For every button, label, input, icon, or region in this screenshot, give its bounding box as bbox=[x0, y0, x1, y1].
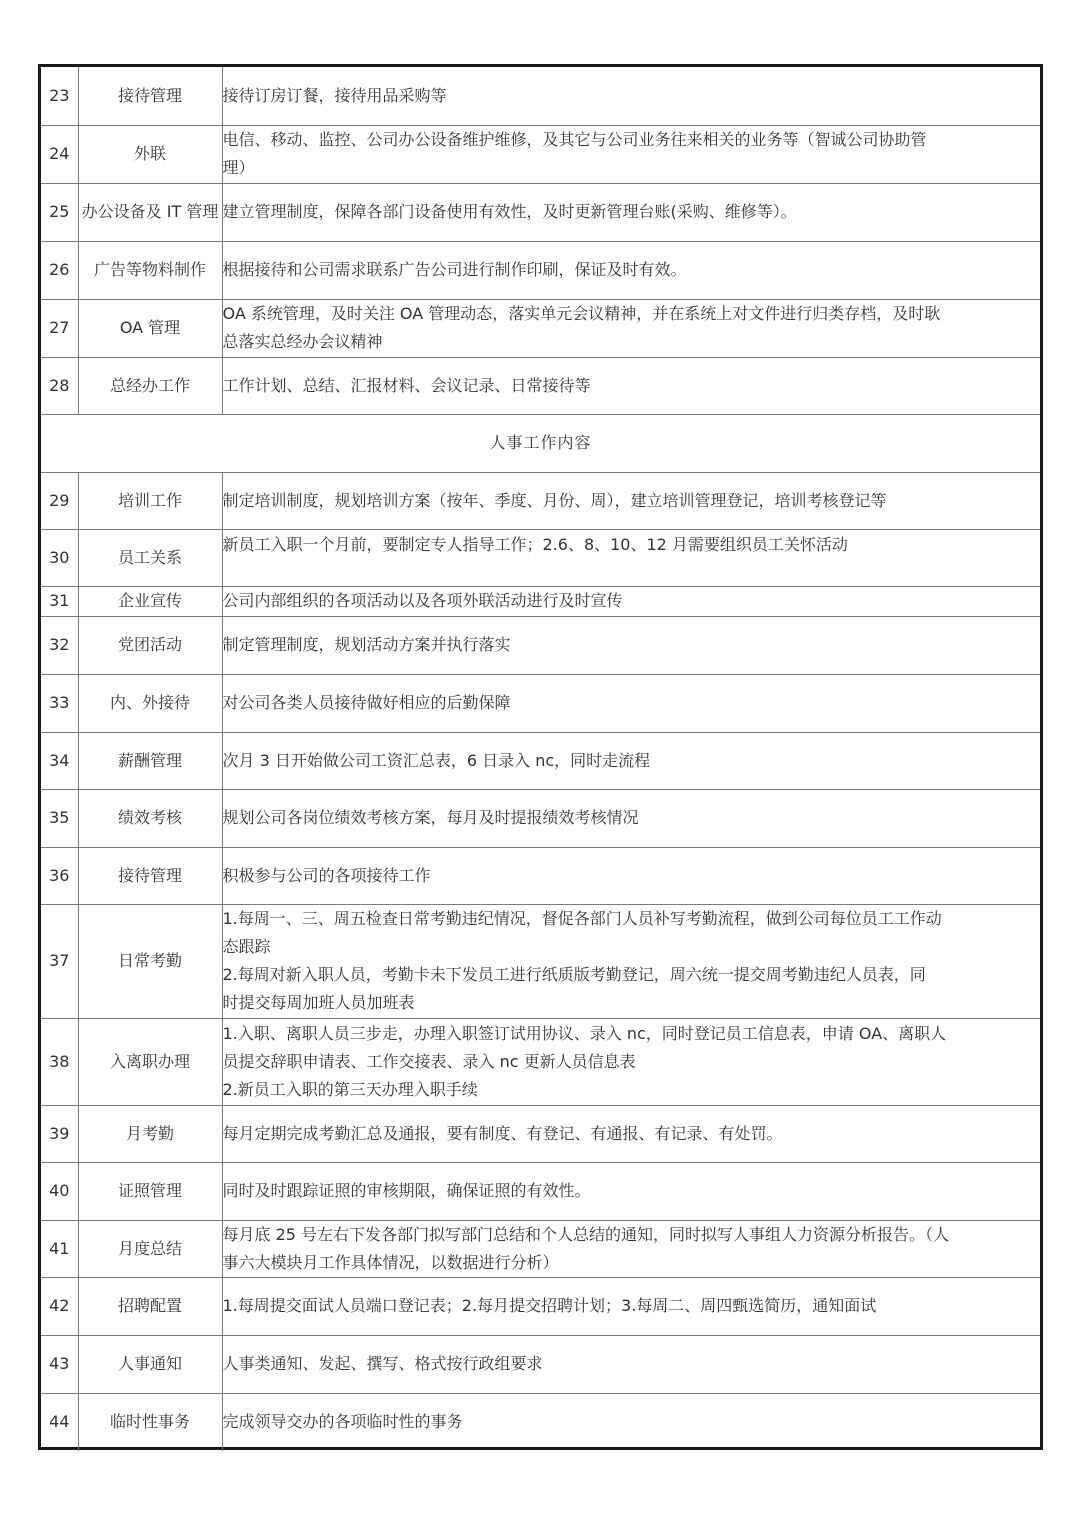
duty-item: 临时性事务 bbox=[78, 1393, 222, 1451]
table-row bbox=[41, 299, 1040, 357]
description-line: 态跟踪 bbox=[222, 937, 271, 956]
description-line: 新员工入职一个月前，要制定专人指导工作；2.6、8、10、12 月需要组织员工关怀活动 bbox=[222, 534, 848, 554]
table-row bbox=[41, 125, 1040, 183]
row-number: 23 bbox=[41, 67, 78, 125]
duty-description bbox=[222, 1393, 1040, 1451]
table-row bbox=[41, 789, 1040, 847]
duty-item: 党团活动 bbox=[78, 616, 222, 674]
duty-item: 外联 bbox=[78, 125, 222, 183]
duty-description bbox=[222, 357, 1040, 414]
row-number: 35 bbox=[41, 789, 78, 847]
table-row bbox=[41, 616, 1040, 674]
row-number: 39 bbox=[41, 1105, 78, 1162]
table-row bbox=[41, 472, 1040, 529]
duty-item: 接待管理 bbox=[78, 67, 222, 125]
duty-item: 员工关系 bbox=[78, 529, 222, 586]
duty-item: OA 管理 bbox=[78, 299, 222, 357]
duty-description bbox=[222, 472, 1040, 529]
table-row bbox=[41, 1162, 1040, 1220]
description-line: 规划公司各岗位绩效考核方案，每月及时提报绩效考核情况 bbox=[222, 808, 639, 827]
row-number: 42 bbox=[41, 1277, 78, 1335]
row-number: 43 bbox=[41, 1335, 78, 1393]
row-number: 31 bbox=[41, 586, 78, 616]
table-row bbox=[41, 183, 1040, 241]
row-number: 34 bbox=[41, 732, 78, 789]
row-number: 25 bbox=[41, 183, 78, 241]
duty-description bbox=[222, 67, 1040, 125]
duty-description bbox=[222, 1018, 1040, 1105]
duty-table-frame bbox=[38, 64, 1043, 1450]
description-line: 1.入职、离职人员三步走，办理入职签订试用协议、录入 nc，同时登记员工信息表，申请 OA、离职人 bbox=[222, 1023, 947, 1043]
row-number: 40 bbox=[41, 1162, 78, 1220]
duty-item: 企业宣传 bbox=[78, 586, 222, 616]
table-row bbox=[41, 674, 1040, 732]
duty-table bbox=[41, 67, 1040, 1451]
table-row bbox=[41, 1105, 1040, 1162]
table-row bbox=[41, 241, 1040, 299]
duty-description bbox=[222, 241, 1040, 299]
duty-item: 广告等物料制作 bbox=[78, 241, 222, 299]
table-row bbox=[41, 732, 1040, 789]
description-line: 电信、移动、监控、公司办公设备维护维修，及其它与公司业务往来相关的业务等（智诚公司协助管 bbox=[222, 130, 927, 149]
table-row bbox=[41, 847, 1040, 904]
duty-description bbox=[222, 529, 1040, 586]
description-line: 每月定期完成考勤汇总及通报，要有制度、有登记、有通报、有记录、有处罚。 bbox=[222, 1123, 783, 1143]
description-line: 接待订房订餐，接待用品采购等 bbox=[222, 85, 447, 105]
row-number: 33 bbox=[41, 674, 78, 732]
description-line: 理） bbox=[222, 158, 255, 177]
duty-item: 月度总结 bbox=[78, 1220, 222, 1277]
description-line: 制定管理制度，规划活动方案并执行落实 bbox=[222, 635, 511, 654]
duty-item: 日常考勤 bbox=[78, 904, 222, 1018]
duty-description bbox=[222, 183, 1040, 241]
table-row bbox=[41, 357, 1040, 414]
row-number: 28 bbox=[41, 357, 78, 414]
description-line: 同时及时跟踪证照的审核期限，确保证照的有效性。 bbox=[222, 1181, 591, 1200]
duty-item: 办公设备及 IT 管理 bbox=[78, 183, 222, 241]
duty-table-body bbox=[41, 67, 1040, 1451]
row-number: 37 bbox=[41, 904, 78, 1018]
duty-description bbox=[222, 732, 1040, 789]
duty-description bbox=[222, 586, 1040, 616]
row-number: 27 bbox=[41, 299, 78, 357]
duty-item: 培训工作 bbox=[78, 472, 222, 529]
description-line: 根据接待和公司需求联系广告公司进行制作印刷，保证及时有效。 bbox=[222, 260, 687, 279]
duty-description bbox=[222, 1105, 1040, 1162]
description-line: 次月 3 日开始做公司工资汇总表，6 日录入 nc，同时走流程 bbox=[222, 750, 651, 770]
description-line: 制定培训制度，规划培训方案（按年、季度、月份、周），建立培训管理登记，培训考核登记等 bbox=[222, 490, 887, 510]
description-line: 对公司各类人员接待做好相应的后勤保障 bbox=[222, 693, 511, 712]
description-line: 完成领导交办的各项临时性的事务 bbox=[222, 1412, 463, 1432]
row-number: 26 bbox=[41, 241, 78, 299]
description-line: 时提交每周加班人员加班表 bbox=[222, 993, 415, 1012]
duty-description bbox=[222, 1277, 1040, 1335]
table-row bbox=[41, 1018, 1040, 1105]
duty-item: 证照管理 bbox=[78, 1162, 222, 1220]
duty-description bbox=[222, 1162, 1040, 1220]
table-row bbox=[41, 67, 1040, 125]
description-line: 工作计划、总结、汇报材料、会议记录、日常接待等 bbox=[222, 375, 591, 395]
description-line: 1.每周一、三、周五检查日常考勤违纪情况，督促各部门人员补写考勤流程，做到公司每位员工工作动 bbox=[222, 909, 942, 928]
duty-item: 人事通知 bbox=[78, 1335, 222, 1393]
description-line: 事六大模块月工作具体情况，以数据进行分析） bbox=[222, 1252, 559, 1272]
description-line: 1.每周提交面试人员端口登记表；2.每月提交招聘计划；3.每周二、周四甄选简历，通知面试 bbox=[222, 1296, 877, 1315]
section-title: 人事工作内容 bbox=[41, 414, 1040, 472]
duty-item: 月考勤 bbox=[78, 1105, 222, 1162]
description-line: OA 系统管理，及时关注 OA 管理动态，落实单元会议精神，并在系统上对文件进行归类存档，及时耿 bbox=[222, 304, 941, 323]
row-number: 32 bbox=[41, 616, 78, 674]
description-line: 人事类通知、发起、撰写、格式按行政组要求 bbox=[222, 1354, 543, 1373]
description-line: 建立管理制度，保障各部门设备使用有效性，及时更新管理台账(采购、维修等）。 bbox=[222, 202, 797, 221]
duty-item: 内、外接待 bbox=[78, 674, 222, 732]
duty-item: 薪酬管理 bbox=[78, 732, 222, 789]
row-number: 44 bbox=[41, 1393, 78, 1451]
table-row bbox=[41, 904, 1040, 1018]
duty-item: 入离职办理 bbox=[78, 1018, 222, 1105]
description-line: 员提交辞职申请表、工作交接表、录入 nc 更新人员信息表 bbox=[222, 1051, 636, 1071]
table-row bbox=[41, 1393, 1040, 1451]
row-number: 30 bbox=[41, 529, 78, 586]
duty-description bbox=[222, 1220, 1040, 1277]
row-number: 38 bbox=[41, 1018, 78, 1105]
row-number: 24 bbox=[41, 125, 78, 183]
table-row bbox=[41, 1220, 1040, 1277]
row-number: 36 bbox=[41, 847, 78, 904]
duty-description bbox=[222, 125, 1040, 183]
duty-description bbox=[222, 299, 1040, 357]
duty-item: 绩效考核 bbox=[78, 789, 222, 847]
duty-item: 接待管理 bbox=[78, 847, 222, 904]
table-row bbox=[41, 1277, 1040, 1335]
duty-description bbox=[222, 847, 1040, 904]
duty-item: 总经办工作 bbox=[78, 357, 222, 414]
table-row bbox=[41, 529, 1040, 586]
row-number: 41 bbox=[41, 1220, 78, 1277]
duty-item: 招聘配置 bbox=[78, 1277, 222, 1335]
description-line: 2.新员工入职的第三天办理入职手续 bbox=[222, 1079, 478, 1099]
description-line: 积极参与公司的各项接待工作 bbox=[222, 865, 431, 885]
section-header-row bbox=[41, 414, 1040, 472]
duty-description bbox=[222, 904, 1040, 1018]
description-line: 总落实总经办会议精神 bbox=[222, 332, 383, 351]
table-row bbox=[41, 586, 1040, 616]
description-line: 2.每周对新入职人员，考勤卡未下发员工进行纸质版考勤登记，周六统一提交周考勤违纪人员表，同 bbox=[222, 965, 926, 984]
duty-description bbox=[222, 674, 1040, 732]
description-line: 每月底 25 号左右下发各部门拟写部门总结和个人总结的通知，同时拟写人事组人力资源分析报告。（人 bbox=[222, 1224, 950, 1244]
table-row bbox=[41, 1335, 1040, 1393]
duty-description bbox=[222, 789, 1040, 847]
description-line: 公司内部组织的各项活动以及各项外联活动进行及时宣传 bbox=[222, 591, 623, 610]
duty-description bbox=[222, 1335, 1040, 1393]
duty-description bbox=[222, 616, 1040, 674]
row-number: 29 bbox=[41, 472, 78, 529]
